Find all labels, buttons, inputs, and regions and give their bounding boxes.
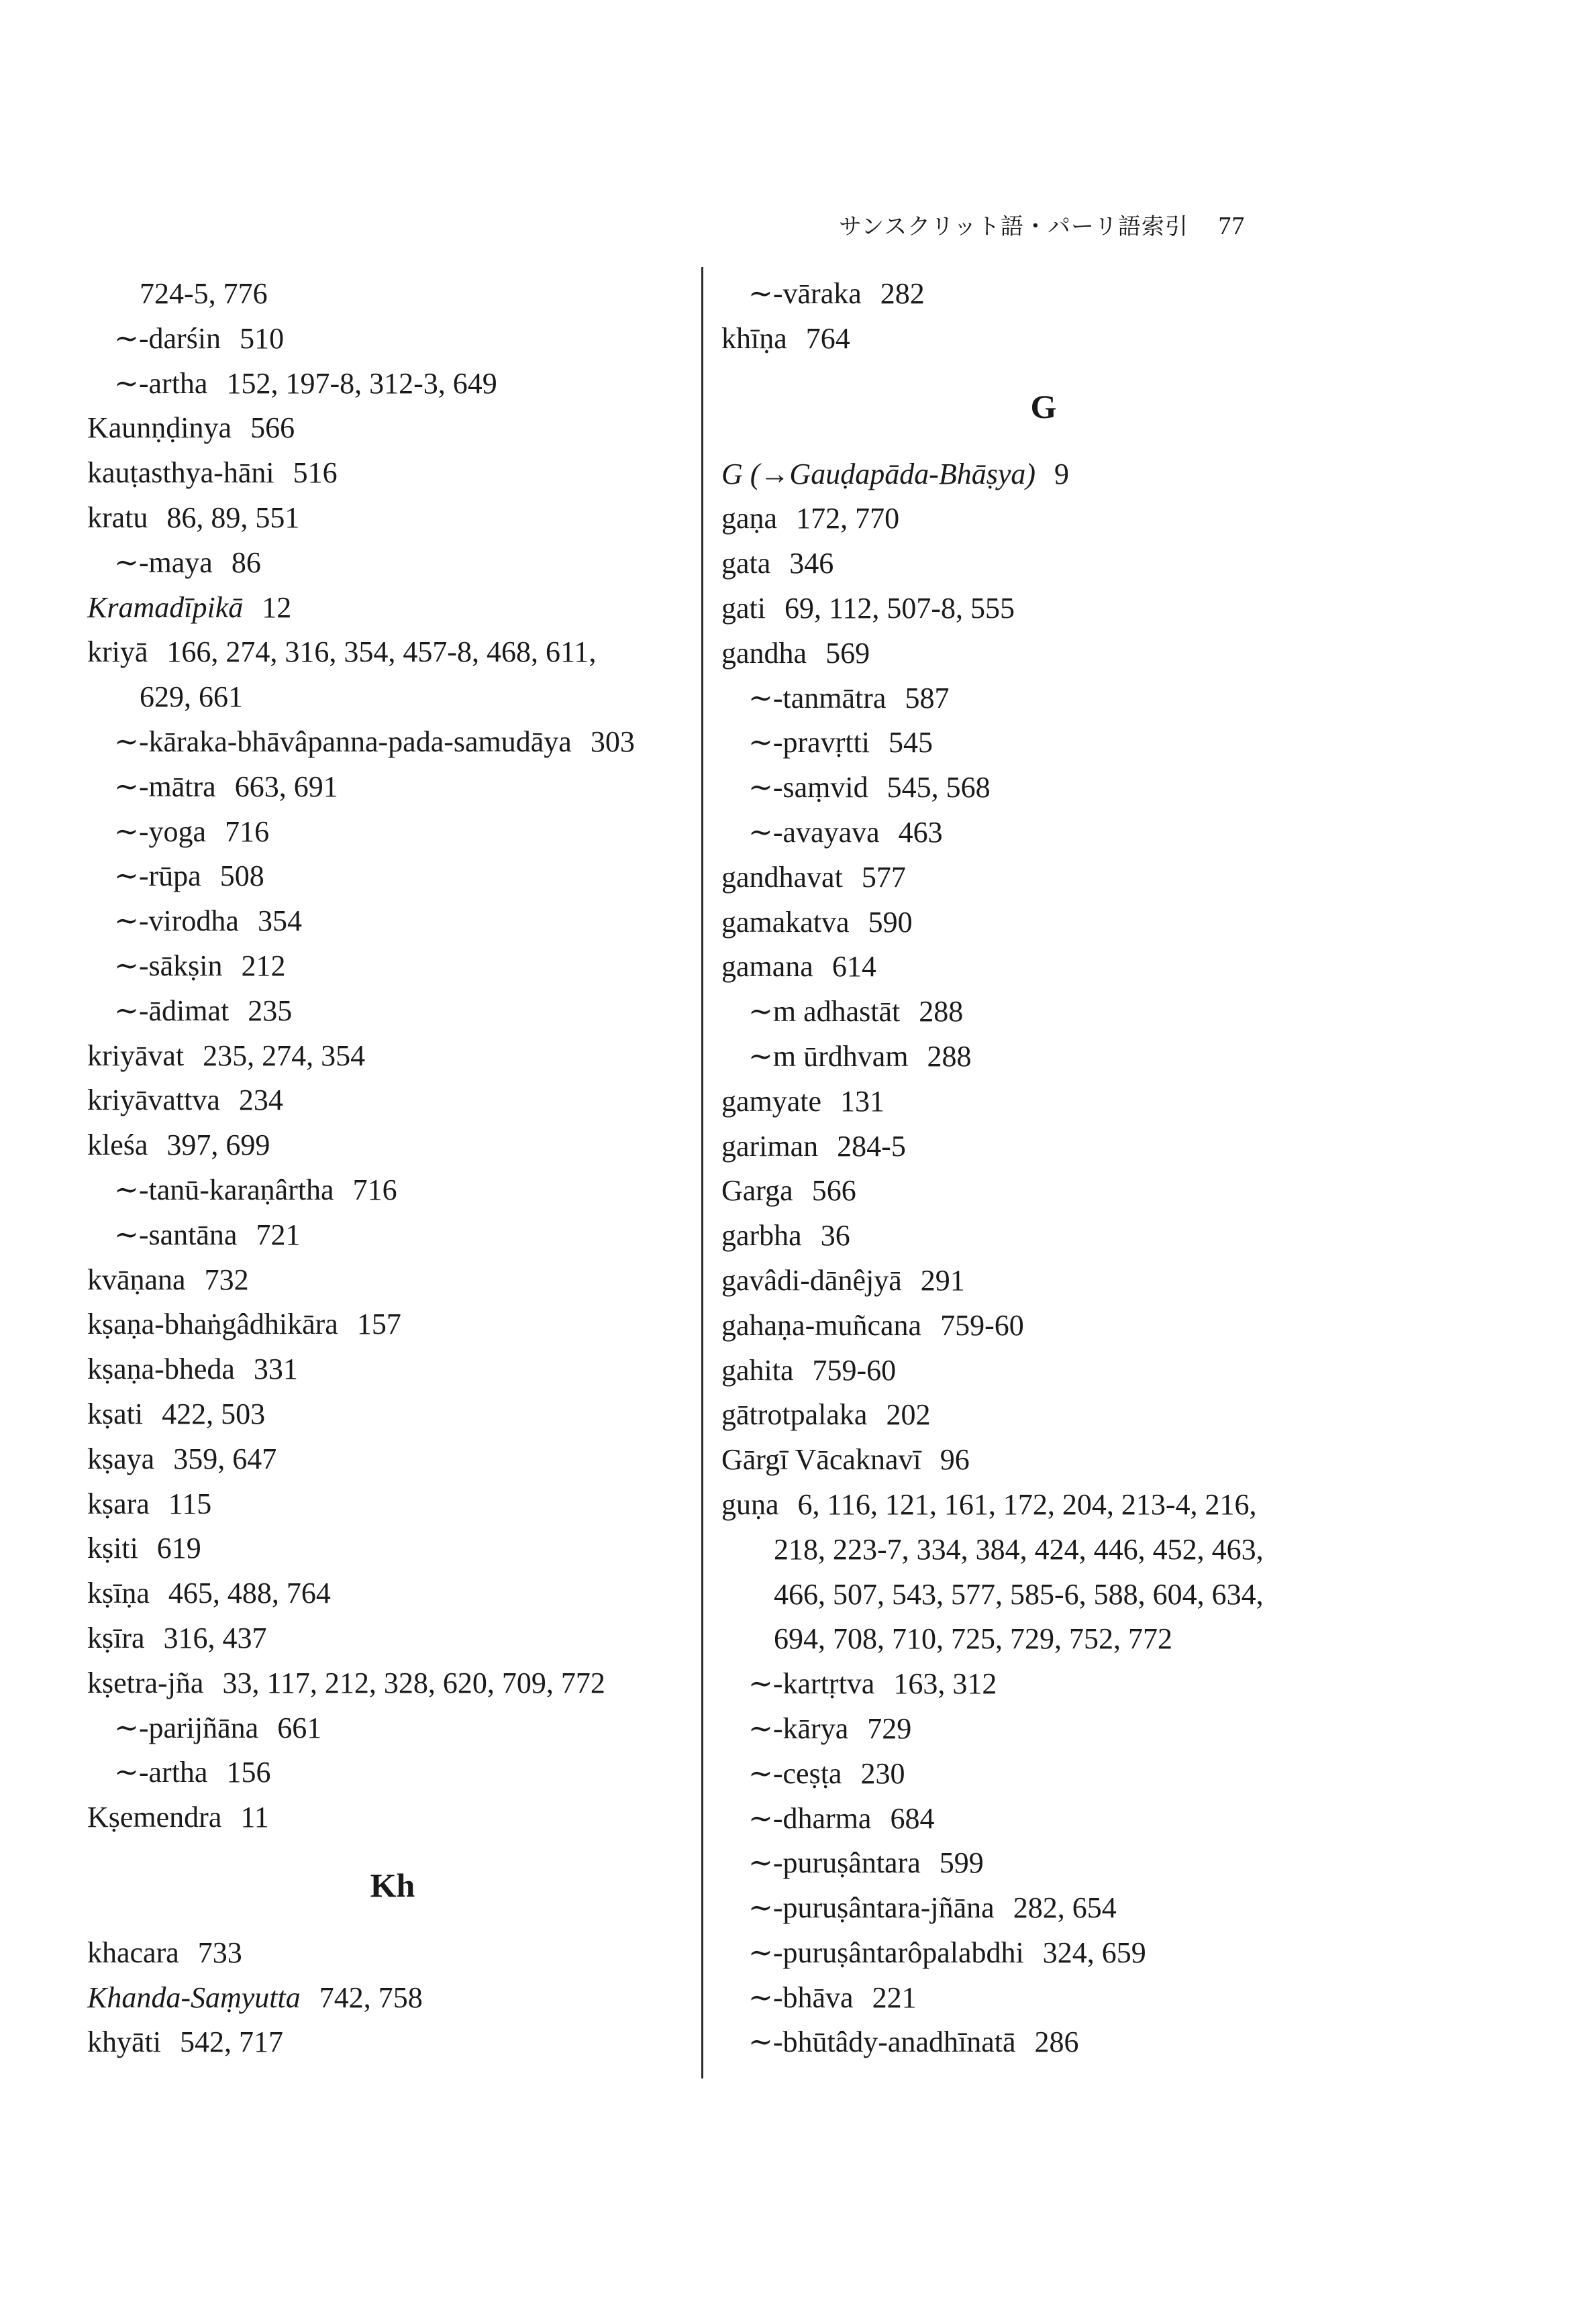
entry-page-refs: 759-60 [940,1308,1024,1342]
entry-page-refs: 69, 112, 507-8, 555 [784,591,1015,625]
entry-term: kauṭasthya-hāni [87,456,274,490]
index-entry [721,1124,1366,1169]
index-entry [87,720,698,765]
entry-page-refs: 397, 699 [166,1128,270,1162]
entry-term: Garga [721,1174,793,1208]
entry-term: ∼-kārya [748,1711,849,1745]
index-entry [87,675,698,720]
entry-term: ∼-dharma [748,1801,872,1835]
index-entry [721,272,1366,317]
index-entry [87,765,698,810]
index-entry [721,1573,1366,1618]
index-entry [721,586,1366,631]
entry-page-refs: 156 [226,1756,271,1789]
entry-page-refs: 684 [890,1801,935,1835]
entry-term: ∼m adhastāt [748,995,901,1028]
index-entry [721,1214,1366,1259]
entry-term: 694, 708, 710, 725, 729, 752, 772 [774,1622,1172,1656]
entry-page-refs: 157 [356,1308,401,1341]
entry-page-refs: 12 [262,590,292,624]
index-entry [87,451,698,496]
entry-page-refs: 619 [156,1532,201,1565]
index-entry [721,496,1366,541]
entry-term: ∼-ceṣṭa [748,1756,842,1790]
entry-term: ∼-darśin [114,321,221,355]
entry-term: khīṇa [721,321,787,355]
entry-term: kṣīṇa [87,1577,150,1610]
index-entry [87,1392,698,1437]
entry-term: ∼-puruṣântara-jñāna [748,1891,995,1925]
index-entry [87,854,698,899]
entry-page-refs: 6, 116, 121, 161, 172, 204, 213-4, 216, [797,1487,1257,1521]
index-entry [721,2020,1366,2065]
entry-page-refs: 166, 274, 316, 354, 457-8, 468, 611, [166,635,597,669]
header-title: サンスクリット語・パーリ語索引 [839,213,1188,240]
index-entry [721,945,1366,990]
index-entry [87,1213,698,1258]
entry-page-refs: 729 [867,1711,912,1745]
entry-term: gandha [721,636,807,670]
entry-term: gaṇa [721,502,778,535]
index-entry [87,1258,698,1303]
index-entry [87,1482,698,1527]
entry-term: gamyate [721,1084,822,1118]
entry-term: ∼-yoga [114,814,207,848]
index-entry [87,1931,698,1976]
entry-term: gamakatva [721,905,850,939]
index-entry [721,541,1366,586]
entry-page-refs: 614 [831,950,876,984]
index-entry [87,1795,698,1840]
entry-page-refs: 282 [880,277,925,310]
index-entry [721,317,1366,362]
index-entry [87,317,698,362]
running-header [839,208,1309,241]
index-entry [87,1750,698,1795]
index-entry [721,452,1366,497]
section-letter-heading: Kh [370,1866,415,1904]
entry-page-refs: 284-5 [837,1129,906,1163]
entry-page-refs: 354 [257,904,302,938]
entry-page-refs: 566 [250,411,295,445]
entry-page-refs: 577 [861,860,906,894]
entry-page-refs: 346 [789,547,834,580]
entry-term: gātrotpalaka [721,1398,868,1432]
entry-term: Khanda-Saṃyutta [87,1980,301,2014]
index-entry [87,496,698,541]
index-entry [87,630,698,675]
entry-page-refs: 566 [811,1174,856,1208]
entry-page-refs: 510 [240,321,285,355]
index-entry [721,631,1366,676]
entry-page-refs: 115 [168,1487,212,1520]
entry-term: khacara [87,1936,179,1969]
entry-term: guṇa [721,1487,779,1521]
index-entry [721,1259,1366,1304]
entry-term: gahita [721,1353,794,1387]
entry-page-refs: 163, 312 [893,1667,997,1701]
entry-page-refs: 732 [204,1263,249,1296]
index-entry [721,810,1366,855]
entry-term: kriyāvattva [87,1084,220,1117]
index-entry [87,1168,698,1213]
entry-page-refs: 36 [820,1219,850,1253]
entry-page-refs: 221 [872,1980,917,2014]
entry-page-refs: 733 [197,1936,242,1969]
entry-term: ∼-parijñāna [114,1711,259,1744]
entry-term: ∼-saṃvid [748,771,868,804]
entry-term: khyāti [87,2025,161,2059]
index-entry [721,765,1366,810]
entry-term: ∼-avayava [748,815,880,849]
index-entry [87,944,698,989]
entry-term: gandhavat [721,860,843,894]
entry-page-refs: 33, 117, 212, 328, 620, 709, 772 [222,1666,605,1699]
index-entry [87,899,698,944]
left-index-column [87,272,698,2065]
index-entry [87,810,698,855]
entry-term: kleśa [87,1128,148,1162]
entry-term: 218, 223-7, 334, 384, 424, 446, 452, 463, [774,1532,1264,1566]
index-entry [87,1123,698,1168]
entry-term: kṣīra [87,1621,145,1654]
entry-page-refs: 324, 659 [1042,1936,1146,1969]
page-number: 77 [1218,212,1246,240]
entry-term: G (→Gauḍapāda-Bhāṣya) [721,457,1036,490]
entry-page-refs: 742, 758 [319,1980,423,2014]
entry-term: kvāṇana [87,1263,186,1296]
entry-term: ∼-bhūtâdy-anadhīnatā [748,2025,1016,2059]
entry-term: ∼-kāraka-bhāvâpanna-pada-samudāya [114,725,572,758]
section-letter-heading: G [1030,387,1057,425]
index-entry [721,990,1366,1035]
index-entry [721,1976,1366,2021]
index-entry [721,1841,1366,1886]
entry-term: ∼-virodha [114,904,239,938]
entry-page-refs: 152, 197-8, 312-3, 649 [226,366,497,400]
index-entry [721,1617,1366,1662]
entry-term: gata [721,547,771,580]
entry-term: kṣaṇa-bhaṅgâdhikāra [87,1308,338,1341]
entry-page-refs: 587 [905,681,950,715]
entry-term: 724-5, 776 [140,277,268,310]
index-entry [721,1886,1366,1931]
index-entry [87,1661,698,1706]
index-entry [87,1034,698,1079]
entry-term: ∼-artha [114,366,208,400]
entry-term: kṣetra-jña [87,1666,204,1699]
entry-page-refs: 235, 274, 354 [203,1039,366,1072]
index-entry [721,1931,1366,1976]
index-entry [87,1526,698,1571]
entry-term: kṣiti [87,1532,138,1565]
index-entry [87,541,698,586]
entry-page-refs: 599 [939,1846,984,1880]
entry-page-refs: 282, 654 [1013,1891,1117,1925]
entry-page-refs: 86 [231,545,261,579]
index-entry [87,1571,698,1616]
index-entry [721,1304,1366,1349]
entry-page-refs: 545, 568 [887,771,991,804]
index-entry [721,1438,1366,1483]
entry-page-refs: 202 [886,1398,931,1432]
entry-page-refs: 234 [238,1084,283,1117]
entry-page-refs: 463 [898,815,943,849]
index-entry [721,1662,1366,1707]
entry-page-refs: 422, 503 [162,1397,266,1430]
index-entry [87,586,698,631]
entry-page-refs: 590 [868,905,913,939]
index-entry [721,1752,1366,1797]
index-entry [721,1483,1366,1528]
index-entry [87,1437,698,1482]
entry-term: ∼-puruṣântarôpalabdhi [748,1936,1024,1969]
entry-term: kṣara [87,1487,150,1520]
entry-page-refs: 291 [920,1263,965,1297]
entry-page-refs: 542, 717 [179,2025,283,2059]
entry-term: Kṣemendra [87,1801,222,1834]
entry-term: ∼m ūrdhvam [748,1039,909,1073]
entry-page-refs: 288 [927,1039,972,1073]
entry-term: kṣati [87,1397,144,1430]
entry-page-refs: 212 [241,949,286,982]
entry-term: Gārgī Vācaknavī [721,1443,921,1477]
entry-page-refs: 359, 647 [173,1442,277,1475]
entry-term: Kaunṇḍinya [87,411,232,445]
entry-page-refs: 465, 488, 764 [168,1577,331,1610]
entry-page-refs: 764 [805,321,850,355]
index-entry [721,1707,1366,1752]
entry-term: ∼-mātra [114,770,216,803]
entry-page-refs: 569 [825,636,870,670]
entry-term: Kramadīpikā [87,590,244,624]
index-entry [721,676,1366,721]
entry-term: ∼-maya [114,545,213,579]
index-entry [721,721,1366,765]
entry-page-refs: 663, 691 [234,770,338,803]
index-entry [87,1976,698,2021]
entry-page-refs: 508 [219,859,264,893]
entry-page-refs: 716 [225,814,270,848]
entry-page-refs: 235 [248,994,293,1027]
entry-term: ∼-artha [114,1756,208,1789]
entry-term: ∼-tanū-karaṇârtha [114,1173,334,1206]
entry-term: ∼-tanmātra [748,681,887,715]
index-entry [87,1706,698,1751]
entry-page-refs: 759-60 [812,1353,897,1387]
entry-term: garbha [721,1219,802,1253]
entry-term: ∼-rūpa [114,859,201,893]
entry-page-refs: 303 [590,725,635,758]
index-entry [87,362,698,407]
index-entry [721,900,1366,945]
index-entry [87,1347,698,1392]
index-entry [721,855,1366,900]
entry-page-refs: 316, 437 [163,1621,267,1654]
entry-page-refs: 9 [1054,457,1070,490]
entry-page-refs: 716 [352,1173,397,1206]
index-entry [721,1079,1366,1124]
entry-term: gariman [721,1129,819,1163]
index-entry [87,272,698,317]
entry-page-refs: 545 [889,726,933,759]
index-entry [87,989,698,1034]
entry-term: ∼-kartṛtva [748,1667,875,1701]
index-entry [721,1169,1366,1214]
entry-term: gahaṇa-muñcana [721,1308,922,1342]
entry-term: kṣaṇa-bheda [87,1353,235,1386]
entry-term: gamana [721,950,813,984]
entry-term: ∼-ādimat [114,994,230,1027]
entry-term: ∼-vāraka [748,277,862,310]
entry-term: ∼-sākṣin [114,949,223,982]
index-entry [87,1302,698,1347]
right-index-column [721,272,1366,2065]
index-entry [87,1616,698,1661]
index-entry [721,1797,1366,1842]
entry-page-refs: 86, 89, 551 [166,500,300,534]
entry-term: kṣaya [87,1442,155,1475]
entry-page-refs: 230 [860,1756,905,1790]
entry-term: 629, 661 [140,680,243,714]
entry-page-refs: 131 [840,1084,885,1118]
entry-page-refs: 331 [253,1353,298,1386]
index-entry [87,1078,698,1123]
entry-page-refs: 286 [1034,2025,1079,2059]
entry-term: ∼-pravṛtti [748,726,870,759]
entry-term: kriyā [87,635,148,669]
entry-term: kratu [87,500,148,534]
index-entry [721,1528,1366,1573]
entry-page-refs: 11 [240,1801,269,1834]
entry-page-refs: 516 [293,456,338,490]
index-entry [87,2020,698,2065]
entry-page-refs: 96 [940,1443,970,1477]
entry-page-refs: 661 [277,1711,322,1744]
index-entry [721,1035,1366,1079]
column-divider [701,267,703,2078]
entry-page-refs: 288 [919,995,964,1028]
entry-term: ∼-santāna [114,1218,238,1251]
entry-term: gati [721,591,766,625]
entry-term: gavâdi-dānêjyā [721,1263,902,1297]
entry-term: 466, 507, 543, 577, 585-6, 588, 604, 634, [774,1577,1264,1611]
entry-term: ∼-bhāva [748,1980,854,2014]
entry-page-refs: 721 [256,1218,301,1251]
index-entry [721,1349,1366,1393]
entry-term: ∼-puruṣântara [748,1846,921,1880]
entry-page-refs: 172, 770 [796,502,900,535]
entry-term: kriyāvat [87,1039,185,1072]
index-entry [87,406,698,451]
index-entry [721,1393,1366,1438]
